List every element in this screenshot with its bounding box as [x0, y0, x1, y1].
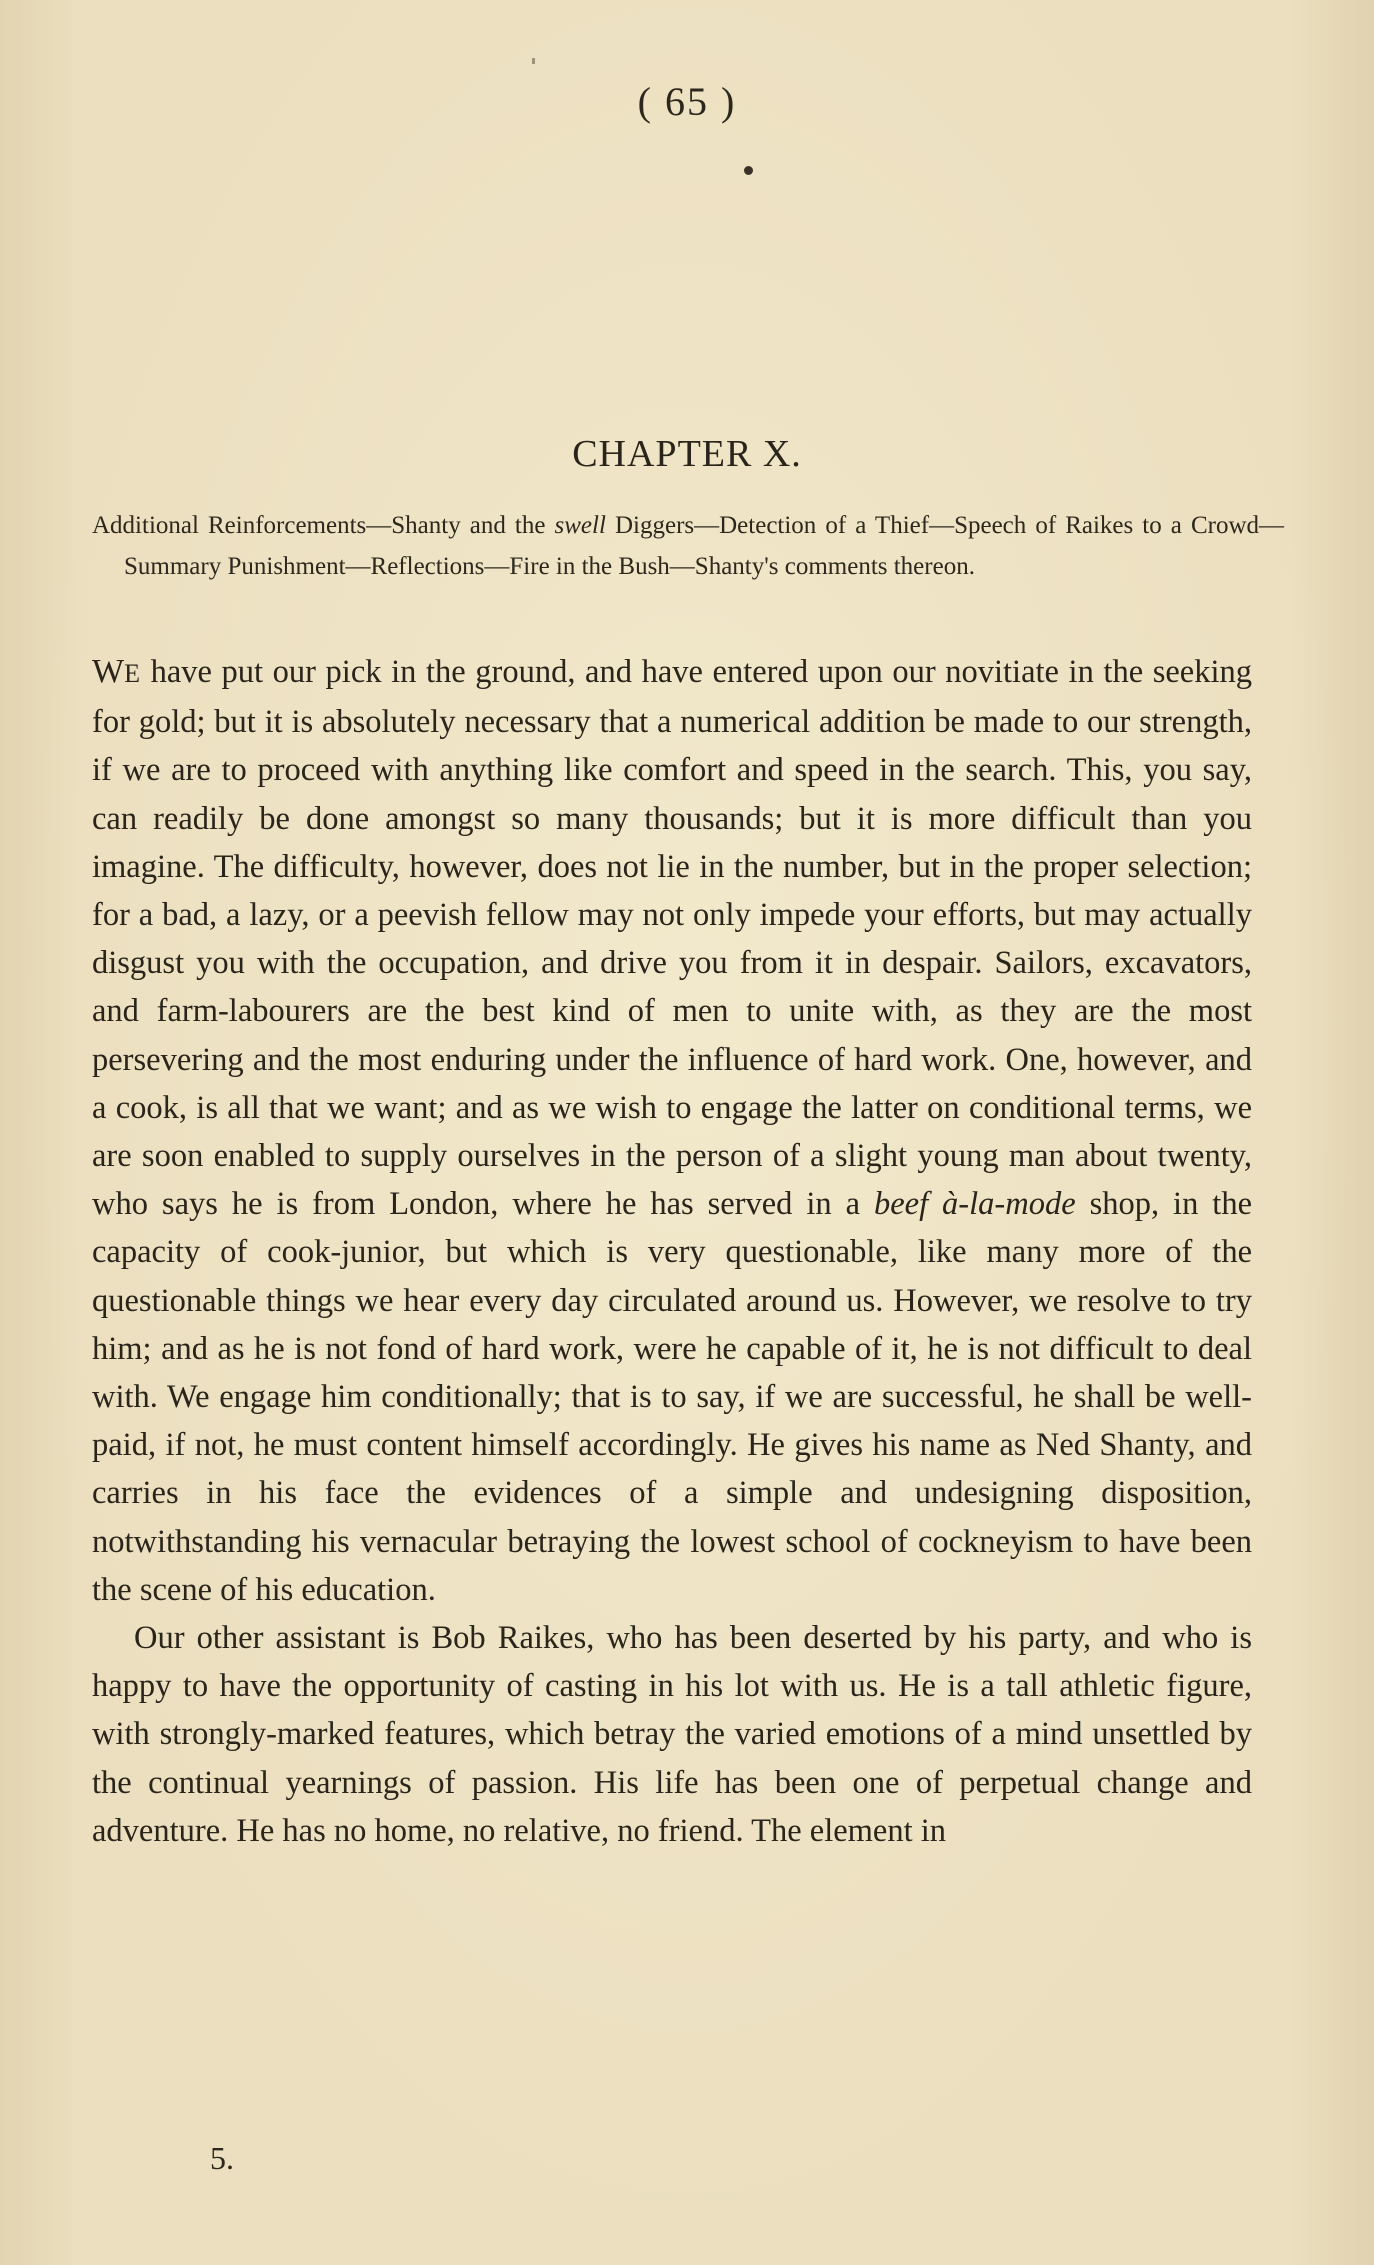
chapter-synopsis: [92, 505, 1284, 587]
chapter-title: CHAPTER X.: [572, 433, 802, 475]
paragraph-1-text-a: have put our pick in the ground, and have entered upon our novitiate in the seeking for gold; but it is absolutely necessary that a numerical addition be made to our strength, if we are to proceed with anything like comfort and speed in the search. This, you say, can readily be done amongst so many thousands; but it is more difficult than you imagine. The difficulty, however, does not lie in the number, but in the proper selection; for a bad, a lazy, or a peevish fellow may not only impede your efforts, but may actually disgust you with the occupation, and drive you from it in despair. Sailors, excavators, and farm-labourers are the best kind of men to unite with, as they are the most persevering and the most enduring under the influence of hard work. One, however, and a cook, is all that we want; and as we wish to engage the latter on conditional terms, we are soon enabled to supply ourselves in the person of a slight young man about twenty, who says he is from London, where he has served in a: [92, 654, 1252, 1223]
paragraph-1: [92, 648, 1252, 1614]
page-number: ( 65 ): [637, 79, 737, 124]
chapter-body: [92, 648, 1252, 1855]
paragraph-1-text-b: shop, in the capacity of cook-junior, but which is very questionable, like many more of the questionable things we hear every day circulated around us. However, we resolve to try him; and as he is not fond of hard work, were he capable of it, he is not difficult to deal with. We engage him conditionally; that is to say, if we are successful, he shall be well-paid, if not, he must content himself accordingly. He gives his name as Ned Shanty, and carries in his face the evidences of a simple and undesigning disposition, notwithstanding his vernacular betraying the lowest school of cockneyism to have been the scene of his education.: [92, 1186, 1252, 1608]
ink-dot: [744, 166, 753, 175]
signature-mark: 5.: [210, 2140, 234, 2176]
initial-smallcap: E: [124, 659, 141, 688]
synopsis-text-1: Additional Reinforcements—Shanty and the: [92, 512, 555, 539]
synopsis-italic: swell: [554, 512, 606, 539]
synopsis-text-2: Diggers—Detection of a Thief—Speech of Raikes to a Crowd—Summary Punishment—Reflections—Fire in the Bush—Shanty's comments thereon.: [124, 512, 1284, 580]
paragraph-2: Our other assistant is Bob Raikes, who has been deserted by his party, and who is happy to have the opportunity of casting in his lot with us. He is a tall athletic figure, with strongly-marked features, which betray the varied emotions of a mind unsettled by the continual yearnings of passion. His life has been one of perpetual change and adventure. He has no home, no relative, no friend. The element in: [92, 1620, 1252, 1849]
paragraph-1-italic: beef à-la-mode: [873, 1186, 1076, 1223]
ink-speck: [532, 58, 535, 64]
initial-letter: W: [92, 653, 125, 690]
